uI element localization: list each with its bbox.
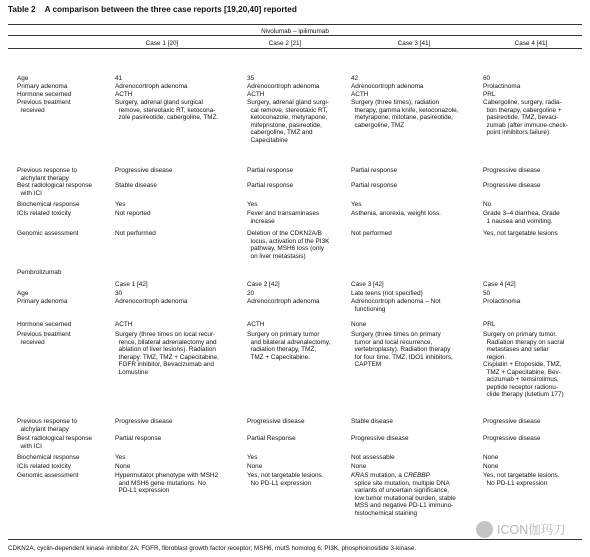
table-cell: Not assessable xyxy=(351,454,395,461)
table-cell: Grade 3–4 diarrhea, Grade 1 nausea and vomiting. xyxy=(483,210,560,225)
table-cell: None xyxy=(483,463,499,470)
case-header: Case 4 [41] xyxy=(514,40,548,47)
table-cell: Partial response xyxy=(351,182,398,189)
row-label: Age xyxy=(17,290,29,297)
table-cell: Fever and transaminases increase xyxy=(247,210,320,225)
table-cell: Asthenia, anorexia, weight loss. xyxy=(351,210,441,217)
table-cell: Yes xyxy=(247,454,258,461)
table-cell: ACTH xyxy=(115,91,133,98)
table-cell: Partial Response xyxy=(247,435,296,442)
table-cell: Surgery on primary tumor. Radiation therapy on sacral metastases and sellar region. Cisplatin + Etoposide, TMZ, TMZ + Capecitabine, Bev- acizumab + temsirolimus, peptide receptor radionu- clide therapy (lutetium 177) xyxy=(483,331,565,398)
row-label: Best radiological response with ICI xyxy=(17,182,92,197)
wechat-circle-icon xyxy=(476,521,493,538)
table-cell: Partial response xyxy=(351,167,398,174)
table-cell: Progressive disease xyxy=(483,182,541,189)
case-header: Case 4 [42] xyxy=(483,281,516,288)
row-label: Genomic assessment xyxy=(17,472,79,479)
case-header: Case 2 [42] xyxy=(247,281,280,288)
table-cell: Adrenocortroph adenoma xyxy=(247,83,320,90)
table-cell: None xyxy=(483,454,499,461)
case-header: Case 3 [41] xyxy=(397,40,431,47)
table-cell: Adrenocortroph adenoma xyxy=(115,298,188,305)
row-label: Best radiological response with ICI xyxy=(17,435,92,450)
row-label: ICIs related toxicity xyxy=(17,210,71,217)
table-number: Table 2 xyxy=(8,5,36,14)
watermark-text: ICON伽玛刀 xyxy=(497,523,566,537)
row-label: ICIs related toxicity xyxy=(17,463,71,470)
table-cell: 35 xyxy=(247,75,255,82)
table-cell: Adrenocortroph adenoma xyxy=(351,83,424,90)
table-cell: Yes, not targetable lesions. No PD-L1 expression xyxy=(247,472,324,487)
table-cell: Surgery (three times), radiation therapy, gamma knife, ketoconazole, metyrapone, mitotane, pasireotide, cabergoline, TMZ xyxy=(351,99,459,129)
table-title xyxy=(8,5,297,14)
watermark xyxy=(476,520,566,538)
table-cell: Progressive disease xyxy=(115,418,173,425)
table-cell: KRAS mutation, a CREBBP splice site mutation, multiple DNA variants of uncertain significance, low tumor mutational burden, stable MSS and negative PD-L1 immuno- histochemical staining xyxy=(351,472,456,517)
table-cell: ACTH xyxy=(247,321,265,328)
table-cell: Stable disease xyxy=(115,182,157,189)
table-cell: None xyxy=(351,321,367,328)
table-rule xyxy=(8,35,582,36)
table-cell: Partial response xyxy=(247,167,294,174)
group-heading: Pembrolizumab xyxy=(17,269,62,276)
table-cell: 60 xyxy=(483,75,491,82)
table-cell: Progressive disease xyxy=(115,167,173,174)
row-label: Hormone secerned xyxy=(17,321,72,328)
table-cell: Cabergoline, surgery, radia- tion therapy, cabergoline + pasireotide, TMZ, bevaci- zumab (after immune-check- point inhibitors failure). xyxy=(483,99,568,136)
table-cell: Yes, not targetable lesions xyxy=(483,230,558,237)
table-cell: ACTH xyxy=(247,91,265,98)
row-label: Biochemical response xyxy=(17,454,80,461)
table-cell: Stable disease xyxy=(351,418,393,425)
table-cell: Partial response xyxy=(247,182,294,189)
table-cell: 41 xyxy=(115,75,123,82)
table-cell: ACTH xyxy=(351,91,369,98)
table-cell: Surgery, adrenal gland surgical remove, stereotaxic RT, ketocona- zole pasireotide, cabergoline, TMZ. xyxy=(115,99,219,121)
row-label: Hormone secerned xyxy=(17,91,72,98)
table-cell: Surgery (three times on primary tumor and local recurrence, vertebroplasty). Radiation therapy for four time. TMZ, IDO1 inhibitors, CAPTEM xyxy=(351,331,453,368)
table-cell: Yes xyxy=(115,201,126,208)
table-cell: Surgery (three times on local recur- rence, bilateral adrenalectomy and ablation of liver lesions). Radiation therapy. TMZ, TMZ + Capecitabine, FGFR inhibitor, Bevacizumab and Lomustine xyxy=(115,331,219,376)
table-cell: Progressive disease xyxy=(351,435,409,442)
case-header: Case 2 [21] xyxy=(268,40,302,47)
table-cell: Adrenocortroph adenoma xyxy=(115,83,188,90)
table-cell: PRL xyxy=(483,321,496,328)
row-label: Biochemical response xyxy=(17,201,80,208)
table-cell: Hypermutator phenotype with MSH2 and MSH6 gene mutations. No PD-L1 expression xyxy=(115,472,219,494)
table-cell: 42 xyxy=(351,75,359,82)
table-cell: Prolactinoma xyxy=(483,298,521,305)
row-label: Genomic assessment xyxy=(17,230,79,237)
table-cell: None xyxy=(115,463,131,470)
table-cell: Yes, not targetable lesions. No PD-L1 expression xyxy=(483,472,560,487)
table-cell: Prolactinoma xyxy=(483,83,521,90)
table-cell: Progressive disease xyxy=(483,167,541,174)
table-cell: Yes xyxy=(115,454,126,461)
table-cell: Progressive disease xyxy=(483,418,541,425)
row-label: Age xyxy=(17,75,29,82)
row-label: Previous treatment received xyxy=(17,331,71,346)
table-rule xyxy=(8,539,582,540)
table-cell: No xyxy=(483,201,492,208)
table-cell: ACTH xyxy=(115,321,133,328)
table-cell: None xyxy=(247,463,263,470)
row-label: Primary adenoma xyxy=(17,83,68,90)
table-cell: Yes xyxy=(351,201,362,208)
table-rule xyxy=(8,24,582,25)
row-label: Previous response to alchylant therapy xyxy=(17,418,78,433)
table-cell: Surgery on primary tumor and bilateral adrenalectomy, radiation therapy, TMZ, TMZ + Capecitabine. xyxy=(247,331,331,361)
table-cell: 30 xyxy=(115,290,123,297)
case-header: Case 1 [20] xyxy=(145,40,179,47)
table-cell: Progressive disease xyxy=(247,418,305,425)
group-heading: Nivolumab – ipilimumab xyxy=(261,28,329,35)
table-cell: Not reported xyxy=(115,210,151,217)
row-label: Primary adenoma xyxy=(17,298,68,305)
case-header: Case 3 [42] xyxy=(351,281,384,288)
table-rule xyxy=(8,48,582,49)
table-cell: Progressive disease xyxy=(483,435,541,442)
table-cell: 50 xyxy=(483,290,491,297)
table-cell: Not performed xyxy=(115,230,156,237)
row-label: Previous treatment received xyxy=(17,99,71,114)
table-caption: A comparison between the three case reports [19,20,40] reported xyxy=(44,5,297,14)
table-cell: PRL xyxy=(483,91,496,98)
table-cell: Partial response xyxy=(115,435,162,442)
table-cell: Not performed xyxy=(351,230,392,237)
table-cell: Surgery, adrenal gland surgi- cal remove, stereotaxic RT, ketoconazole, metyrapone, mifepristone, pasireotide, cabergoline, TMZ and Capecitabine xyxy=(247,99,329,144)
table-cell: Adrenocortroph adenoma xyxy=(247,298,320,305)
footnote: CDKN2A, cyclin-dependent kinase inhibitor 2A; FGFR, fibroblast growth factor receptor; MSH6, mutS homolog 6; PI3K, phosphoinositide 3-kinase. xyxy=(8,545,417,552)
table-cell: Yes xyxy=(247,201,258,208)
case-header: Case 1 [42] xyxy=(115,281,148,288)
table-cell: Adrenocortroph adenoma – Not functioning xyxy=(351,298,441,313)
table-cell: Late teens (not specified) xyxy=(351,290,423,297)
table-cell: 20 xyxy=(247,290,255,297)
row-label: Previous response to alchylant therapy xyxy=(17,167,78,182)
table-cell: Deletion of the CDKN2A/B locus, activation of the PI3K pathway, MSH6 loss (only on liver metastasis) xyxy=(247,230,330,260)
table-cell: None xyxy=(351,463,367,470)
